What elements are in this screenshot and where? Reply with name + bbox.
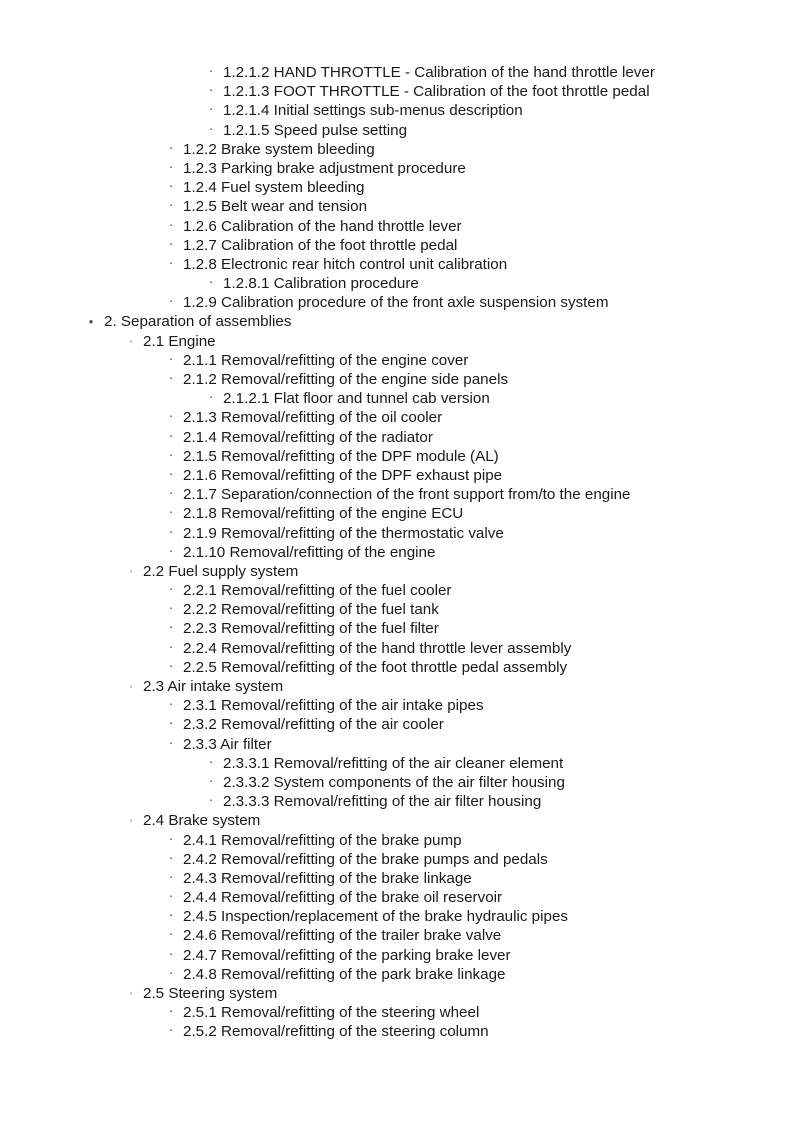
toc-entry[interactable] (0, 677, 794, 696)
toc-entry-label: 2.2.4 Removal/refitting of the hand throttle lever assembly (183, 639, 572, 657)
toc-entry-label: 2.1.2 Removal/refitting of the engine side panels (183, 371, 509, 388)
toc-entry[interactable] (0, 178, 794, 197)
list-bullet-icon: ▪ (209, 107, 213, 114)
toc-entry-label: 2.5 Steering system (143, 985, 278, 1002)
toc-entry-label: 2.4.6 Removal/refitting of the trailer brake valve (183, 927, 502, 945)
toc-entry-label: 1.2.2 Brake system bleeding (183, 140, 375, 158)
list-bullet-icon: ▪ (169, 836, 173, 843)
toc-entry-label: 2.4.7 Removal/refitting of the parking brake lever (183, 946, 511, 964)
toc-entry-label: 2. Separation of assemblies (104, 313, 292, 331)
toc-entry-label: 2.3.3.3 Removal/refitting of the air filter housing (223, 793, 542, 811)
list-bullet-icon: ▪ (209, 798, 213, 805)
toc-entry[interactable] (0, 1022, 794, 1041)
toc-entry-label: 2.5.1 Removal/refitting of the steering wheel (183, 1004, 480, 1022)
toc-entry[interactable] (0, 658, 794, 677)
list-bullet-icon: ▪ (209, 280, 213, 287)
toc-entry[interactable] (0, 831, 794, 850)
toc-entry-label: 1.2.1.2 HAND THROTTLE - Calibration of the hand throttle lever (223, 64, 655, 81)
toc-entry-label: 2.1.3 Removal/refitting of the oil cooler (183, 409, 443, 427)
toc-entry[interactable] (0, 754, 794, 773)
list-bullet-icon: ▪ (169, 260, 173, 267)
list-bullet-icon: ▪ (169, 932, 173, 939)
list-bullet-icon: ▪ (169, 241, 173, 248)
list-bullet-icon: ▪ (169, 874, 173, 881)
list-bullet-icon: ▪ (169, 356, 173, 363)
toc-entry[interactable] (0, 524, 794, 543)
toc-entry-label: 2.3.3.1 Removal/refitting of the air cleaner element (223, 754, 564, 772)
list-bullet-icon: ▪ (169, 452, 173, 459)
list-bullet-icon: ▪ (169, 164, 173, 171)
toc-entry[interactable] (0, 428, 794, 447)
toc-entry[interactable] (0, 485, 794, 504)
list-bullet-icon: ▪ (169, 644, 173, 651)
list-bullet-icon: ▪ (169, 376, 173, 382)
list-bullet-icon: ▪ (169, 203, 173, 210)
list-bullet-icon: ▪ (169, 913, 173, 920)
list-bullet-icon: ▪ (209, 126, 213, 133)
list-bullet-icon: ▪ (209, 69, 213, 75)
toc-entry-label: 2.2 Fuel supply system (143, 562, 299, 580)
toc-entry-label: 2.4.5 Inspection/replacement of the brake hydraulic pipes (183, 908, 568, 926)
toc-entry-label: 2.4.8 Removal/refitting of the park brake linkage (183, 965, 506, 983)
toc-entry[interactable] (0, 773, 794, 792)
toc-entry[interactable] (0, 946, 794, 965)
toc-entry[interactable] (0, 447, 794, 466)
toc-entry[interactable] (0, 351, 794, 370)
list-bullet-icon: ◦ (129, 989, 133, 998)
list-bullet-icon: ▪ (169, 740, 173, 747)
list-bullet-icon: ▪ (169, 663, 173, 670)
toc-entry-label: 2.1.1 Removal/refitting of the engine cover (183, 351, 469, 369)
list-bullet-icon: ▪ (169, 548, 173, 555)
list-bullet-icon: ▪ (169, 145, 173, 152)
toc-entry[interactable] (0, 811, 794, 830)
toc-entry-label: 2.2.5 Removal/refitting of the foot throttle pedal assembly (183, 658, 568, 676)
toc-entry-label: 1.2.1.4 Initial settings sub-menus description (223, 102, 523, 120)
toc-entry-label: 2.5.2 Removal/refitting of the steering column (183, 1023, 489, 1041)
toc-entry[interactable] (0, 600, 794, 619)
list-bullet-icon: ▪ (169, 510, 173, 517)
toc-entry[interactable] (0, 197, 794, 216)
toc-entry-label: 1.2.6 Calibration of the hand throttle lever (183, 217, 462, 235)
toc-entry[interactable] (0, 370, 794, 389)
list-bullet-icon: ▪ (169, 299, 173, 306)
toc-entry[interactable] (0, 965, 794, 984)
table-of-contents (0, 63, 794, 1042)
list-bullet-icon: ▪ (169, 894, 173, 901)
toc-entry[interactable] (0, 792, 794, 811)
toc-entry[interactable] (0, 159, 794, 178)
toc-entry-label: 2.1.8 Removal/refitting of the engine ECU (183, 505, 464, 523)
list-bullet-icon: ▪ (169, 721, 173, 728)
toc-entry[interactable] (0, 408, 794, 427)
toc-entry-label: 2.4.1 Removal/refitting of the brake pump (183, 831, 462, 849)
list-bullet-icon: ▪ (169, 606, 173, 613)
toc-entry-label: 2.1.10 Removal/refitting of the engine (183, 543, 436, 561)
toc-entry[interactable] (0, 121, 794, 140)
toc-entry[interactable] (0, 101, 794, 120)
toc-entry-label: 1.2.5 Belt wear and tension (183, 198, 368, 216)
toc-entry[interactable] (0, 984, 794, 1003)
list-bullet-icon: ▪ (169, 702, 173, 709)
toc-entry-label: 2.4.4 Removal/refitting of the brake oil reservoir (183, 889, 503, 907)
toc-entry-label: 1.2.1.5 Speed pulse setting (223, 121, 408, 139)
toc-entry[interactable] (0, 332, 794, 351)
toc-entry-label: 2.1.4 Removal/refitting of the radiator (183, 428, 433, 446)
list-bullet-icon: ▪ (169, 1009, 173, 1016)
toc-entry[interactable] (0, 274, 794, 293)
toc-entry[interactable] (0, 389, 794, 408)
list-bullet-icon: ◦ (129, 682, 133, 691)
toc-entry-label: 2.4 Brake system (143, 812, 261, 830)
toc-entry[interactable] (0, 562, 794, 581)
list-bullet-icon: ▪ (209, 778, 213, 785)
toc-entry-label: 2.1.9 Removal/refitting of the thermostatic valve (183, 524, 504, 542)
toc-entry[interactable] (0, 1003, 794, 1022)
toc-entry[interactable] (0, 581, 794, 600)
list-bullet-icon: ▪ (169, 491, 173, 498)
toc-entry[interactable] (0, 850, 794, 869)
list-bullet-icon: ▪ (169, 222, 173, 229)
toc-entry-label: 1.2.8 Electronic rear hitch control unit calibration (183, 255, 508, 273)
toc-entry-label: 2.1 Engine (143, 332, 216, 350)
toc-entry-label: 2.1.7 Separation/connection of the front support from/to the engine (183, 486, 631, 504)
toc-entry-label: 2.3.1 Removal/refitting of the air intake pipes (183, 697, 484, 715)
toc-entry-label: 2.4.3 Removal/refitting of the brake linkage (183, 869, 472, 887)
list-bullet-icon: ▪ (209, 759, 213, 766)
toc-entry[interactable] (0, 312, 794, 331)
toc-entry-label: 1.2.9 Calibration procedure of the front axle suspension system (183, 294, 609, 312)
toc-entry[interactable] (0, 619, 794, 638)
toc-entry-label: 1.2.3 Parking brake adjustment procedure (183, 159, 466, 177)
toc-entry-label: 2.1.5 Removal/refitting of the DPF module (AL) (183, 447, 499, 465)
toc-entry-label: 2.1.2.1 Flat floor and tunnel cab version (223, 390, 490, 408)
toc-entry-label: 1.2.8.1 Calibration procedure (223, 275, 419, 293)
list-bullet-icon: ▪ (169, 855, 173, 862)
toc-entry-label: 2.3.2 Removal/refitting of the air cooler (183, 716, 444, 734)
toc-entry-label: 2.3.3 Air filter (183, 735, 272, 753)
list-bullet-icon: ◦ (129, 566, 133, 576)
list-bullet-icon: ▪ (169, 587, 173, 594)
list-bullet-icon: ▪ (169, 625, 173, 632)
list-bullet-icon: ▪ (169, 1028, 173, 1035)
toc-entry[interactable] (0, 543, 794, 562)
toc-entry-label: 2.3 Air intake system (143, 678, 284, 695)
toc-entry-label: 2.1.6 Removal/refitting of the DPF exhaust pipe (183, 466, 503, 484)
toc-entry[interactable] (0, 140, 794, 159)
toc-entry-label: 2.2.3 Removal/refitting of the fuel filter (183, 620, 439, 638)
toc-entry[interactable] (0, 639, 794, 658)
toc-entry[interactable] (0, 907, 794, 926)
toc-entry[interactable] (0, 217, 794, 236)
list-bullet-icon: ▪ (209, 395, 213, 402)
list-bullet-icon: ▪ (209, 88, 213, 95)
list-bullet-icon: ▪ (169, 433, 173, 440)
toc-entry[interactable] (0, 696, 794, 715)
list-bullet-icon: ◦ (129, 816, 133, 826)
toc-entry-label: 1.2.7 Calibration of the foot throttle pedal (183, 236, 458, 254)
toc-entry-label: 1.2.4 Fuel system bleeding (183, 179, 365, 197)
toc-entry[interactable] (0, 926, 794, 945)
list-bullet-icon: ▪ (169, 184, 173, 191)
list-bullet-icon: ▪ (169, 970, 173, 977)
toc-entry-label: 2.4.2 Removal/refitting of the brake pumps and pedals (183, 850, 548, 868)
list-bullet-icon: ▪ (169, 414, 173, 421)
toc-entry[interactable] (0, 888, 794, 907)
toc-entry[interactable] (0, 293, 794, 312)
toc-entry-label: 2.2.1 Removal/refitting of the fuel cooler (183, 582, 452, 600)
toc-entry-label: 2.3.3.2 System components of the air filter housing (223, 773, 565, 791)
toc-entry[interactable] (0, 236, 794, 255)
toc-entry[interactable] (0, 466, 794, 485)
toc-entry[interactable] (0, 504, 794, 523)
toc-entry-label: 1.2.1.3 FOOT THROTTLE - Calibration of the foot throttle pedal (223, 83, 650, 101)
toc-entry[interactable] (0, 735, 794, 754)
list-bullet-icon: ▪ (169, 471, 173, 478)
list-bullet-icon: ▪ (169, 529, 173, 536)
toc-entry[interactable] (0, 715, 794, 734)
toc-entry-label: 2.2.2 Removal/refitting of the fuel tank (183, 601, 439, 619)
toc-entry[interactable] (0, 869, 794, 888)
list-bullet-icon: ◦ (129, 336, 133, 346)
toc-entry[interactable] (0, 255, 794, 274)
list-bullet-icon: ▪ (169, 951, 173, 958)
toc-entry[interactable] (0, 63, 794, 82)
list-bullet-icon: • (88, 314, 94, 330)
toc-entry[interactable] (0, 82, 794, 101)
